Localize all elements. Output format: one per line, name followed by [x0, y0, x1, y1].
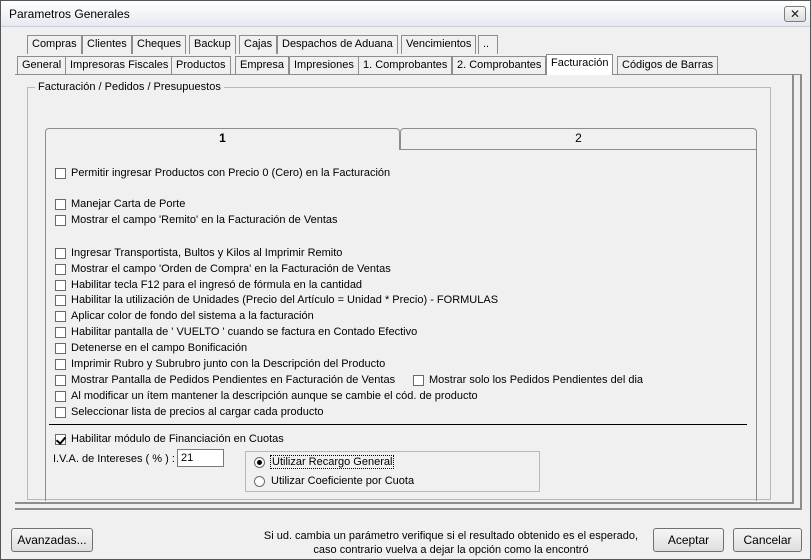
checkbox[interactable] [55, 375, 66, 386]
checkbox[interactable] [55, 215, 66, 226]
option-label: Aplicar color de fondo del sistema a la facturación [71, 310, 314, 322]
footer-message [261, 529, 641, 557]
tab-2-comprobantes[interactable]: 2. Comprobantes [452, 56, 546, 75]
option-tecla-f12[interactable] [55, 278, 362, 292]
checkbox[interactable] [55, 295, 66, 306]
option-pantalla-vuelto[interactable] [55, 325, 417, 339]
option-label: Mostrar el campo 'Remito' en la Facturación de Ventas [71, 214, 338, 226]
option-unidades-formulas[interactable] [55, 293, 498, 307]
option-pedidos-pendientes-dia[interactable] [413, 373, 643, 387]
option-label: Mostrar el campo 'Orden de Compra' en la Facturación de Ventas [71, 263, 391, 275]
tab-impresiones[interactable]: Impresiones [289, 56, 359, 75]
tab-1-comprobantes[interactable]: 1. Comprobantes [358, 56, 452, 75]
tab-compras[interactable]: Compras [27, 35, 82, 54]
option-label: Imprimir Rubro y Subrubro junto con la Descripción del Producto [71, 358, 386, 370]
title-bar [1, 1, 810, 27]
checkbox[interactable] [55, 359, 66, 370]
footer-message-line2: caso contrario vuelva a dejar la opción como la encontró [313, 544, 589, 556]
option-label: Habilitar módulo de Financiación en Cuotas [71, 433, 284, 445]
option-label: Habilitar la utilización de Unidades (Precio del Artículo = Unidad * Precio) - FORMULAS [71, 294, 499, 306]
iva-intereses-label: I.V.A. de Intereses ( % ) : [53, 453, 175, 465]
footer-message-line1: Si ud. cambia un parámetro verifique si el resultado obtenido es el esperado, [263, 530, 639, 542]
tab-backup[interactable]: Backup [189, 35, 236, 54]
option-bonificacion[interactable] [55, 341, 247, 355]
radio-label: Utilizar Recargo General [272, 456, 393, 468]
checkbox[interactable] [55, 391, 66, 402]
checkbox[interactable] [55, 343, 66, 354]
option-pedidos-pendientes[interactable] [55, 373, 395, 387]
tab-despachos-de-aduana[interactable]: Despachos de Aduana [277, 35, 398, 54]
option-color-de-fondo[interactable] [55, 309, 314, 323]
option-label: Seleccionar lista de precios al cargar cada producto [71, 406, 324, 418]
checkbox-checked[interactable] [55, 434, 66, 445]
cancelar-button[interactable]: Cancelar [733, 528, 802, 552]
option-lista-de-precios[interactable] [55, 405, 324, 419]
option-mantener-descripcion[interactable] [55, 389, 478, 403]
tab-cajas[interactable]: Cajas [239, 35, 277, 54]
radio-coeficiente-cuota[interactable] [254, 475, 414, 487]
checkbox[interactable] [55, 280, 66, 291]
option-label: Al modificar un ítem mantener la descripción aunque se cambie el cód. de producto [71, 390, 478, 402]
checkbox[interactable] [413, 375, 424, 386]
separator [49, 424, 747, 425]
checkbox[interactable] [55, 168, 66, 179]
group-title: Facturación / Pedidos / Presupuestos [35, 81, 224, 93]
option-rubro-subrubro[interactable] [55, 357, 385, 371]
checkbox[interactable] [55, 264, 66, 275]
option-precio-cero[interactable] [55, 166, 390, 180]
option-orden-de-compra[interactable] [55, 262, 391, 276]
tab-clientes[interactable]: Clientes [82, 35, 132, 54]
tab-impresoras-fiscales[interactable]: Impresoras Fiscales [65, 56, 173, 75]
tab-productos[interactable]: Productos [171, 56, 231, 75]
tab-codigos-de-barras[interactable]: Códigos de Barras [617, 56, 718, 75]
tab-cheques[interactable]: Cheques [132, 35, 186, 54]
checkbox[interactable] [55, 248, 66, 259]
iva-intereses-input[interactable] [177, 449, 224, 467]
option-campo-remito[interactable] [55, 213, 338, 227]
option-transportista[interactable] [55, 246, 342, 260]
checkbox[interactable] [55, 199, 66, 210]
aceptar-button[interactable]: Aceptar [653, 528, 724, 552]
option-carta-de-porte[interactable] [55, 197, 185, 211]
avanzadas-button[interactable]: Avanzadas... [11, 528, 93, 552]
option-label: Habilitar tecla F12 para el ingresó de fórmula en la cantidad [71, 279, 363, 291]
close-icon: ✕ [789, 7, 801, 21]
radio-button-selected[interactable] [254, 457, 265, 468]
option-financiacion-cuotas[interactable] [55, 432, 284, 446]
inner-tab-2[interactable]: 2 [400, 128, 757, 149]
tab-general[interactable]: General [17, 56, 66, 75]
option-label: Mostrar solo los Pedidos Pendientes del dia [429, 374, 644, 386]
window-title: Parametros Generales [9, 7, 130, 21]
checkbox[interactable] [55, 327, 66, 338]
close-button[interactable] [784, 6, 806, 22]
option-label: Detenerse en el campo Bonificación [71, 342, 248, 354]
radio-button[interactable] [254, 476, 265, 487]
tab-more[interactable]: .. [478, 35, 498, 54]
option-label: Habilitar pantalla de ' VUELTO ' cuando se factura en Contado Efectivo [71, 326, 418, 338]
checkbox[interactable] [55, 311, 66, 322]
tab-facturacion[interactable]: Facturación [546, 54, 613, 75]
tab-vencimientos[interactable]: Vencimientos [401, 35, 476, 54]
option-label: Manejar Carta de Porte [71, 198, 186, 210]
radio-recargo-general[interactable] [254, 456, 393, 468]
option-label: Mostrar Pantalla de Pedidos Pendientes en Facturación de Ventas [71, 374, 396, 386]
tab-empresa[interactable]: Empresa [235, 56, 289, 75]
option-label: Permitir ingresar Productos con Precio 0 (Cero) en la Facturación [71, 167, 391, 179]
option-label: Ingresar Transportista, Bultos y Kilos al Imprimir Remito [71, 247, 343, 259]
checkbox[interactable] [55, 407, 66, 418]
inner-tab-1[interactable]: 1 [45, 128, 400, 150]
radio-label: Utilizar Coeficiente por Cuota [271, 475, 415, 487]
